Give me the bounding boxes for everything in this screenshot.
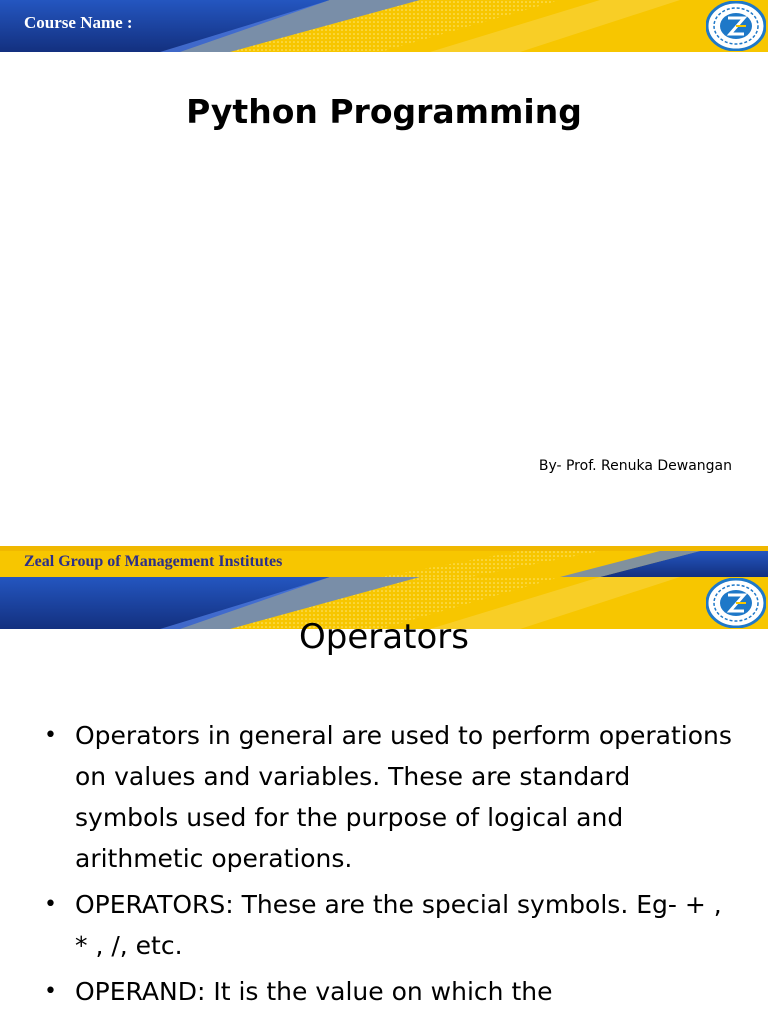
header-band <box>0 0 768 52</box>
bullet-icon: • <box>44 723 57 748</box>
bullet-text: OPERAND: It is the value on which the <box>75 977 553 1006</box>
bullet-item <box>36 884 736 966</box>
bullet-icon: • <box>44 979 57 1004</box>
slide-title: Python Programming <box>186 92 582 131</box>
author-byline: By- Prof. Renuka Dewangan <box>538 458 732 474</box>
slide-title: Operators <box>299 617 469 657</box>
bullet-text: OPERATORS: These are the special symbols. Eg- + , * , /, etc. <box>75 890 722 960</box>
bullet-item <box>36 715 736 879</box>
bullet-icon: • <box>44 892 57 917</box>
operators-slide <box>0 577 768 1024</box>
zes-emblem-icon <box>706 1 766 51</box>
institute-name-label: Zeal Group of Management Institutes <box>24 553 283 570</box>
course-name-label: Course Name : <box>24 13 133 32</box>
footer-band <box>0 546 768 577</box>
bullet-item <box>36 971 736 1012</box>
bullet-text: Operators in general are used to perform operations on values and variables. These are standard symbols used for the purpose of logical and arithmetic operations. <box>75 721 732 873</box>
bullet-list <box>36 715 736 1017</box>
